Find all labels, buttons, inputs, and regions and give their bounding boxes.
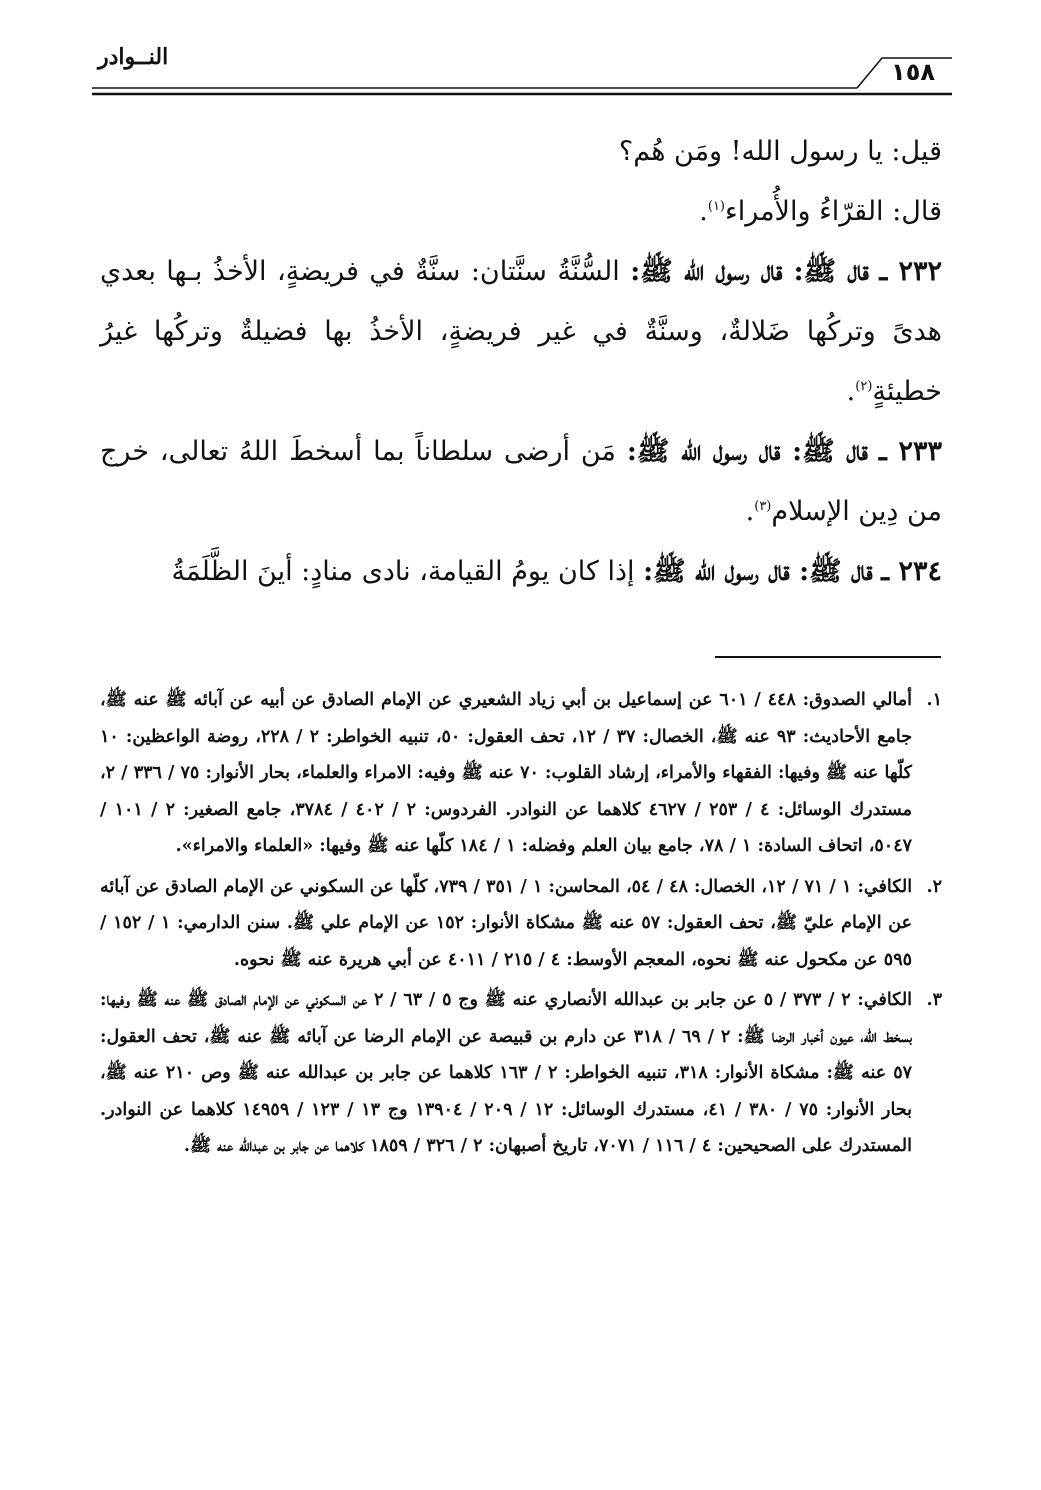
footnotes	[100, 682, 942, 1169]
hadith-text: مَن أرضى سلطاناً بما أسخطَ اللهُ تعالى، خرج من دِين الإسلام	[100, 436, 942, 527]
footnote-text: الكافي: ١ / ٧١ / ١٢، الخصال: ٤٨ / ٥٤، المحاسن: ١ / ٣٥١ / ٧٣٩، كلّها عن السكوني عن الإمام الصادق عن آبائه عن الإمام عليّ ﷺ، تحف العقول: ٥٧ عنه ﷺ مشكاة الأنوار: ١٥٢ عن الإمام علي ﷺ. سنن الدارمي: ١ / ١٥٢ / ٥٩٥ عن مكحول عنه ﷺ نحوه، المعجم الأوسط: ٤ / ٢١٥ / ٤٠١١ عن أبي هريرة عنه ﷺ نحوه.	[100, 876, 913, 970]
footnote-1	[100, 682, 942, 865]
footnote-2	[100, 869, 942, 979]
paragraph-question: قيل: يا رسول الله! ومَن هُم؟	[618, 136, 942, 167]
hadith-232: ٢٣٢ ـ قال ﷺ: قال رسول الله ﷺ: السُّنَّةُ سنَّتان: سنَّةٌ في فريضةٍ، الأخذُ بـها بعدي هدىً وتركُها ضَلالةٌ، وسنَّةٌ في غير فريضةٍ، الأخذُ بها فضيلةٌ وتركُها غيرُ خطيئةٍ$^{(٢)}$.	[100, 256, 943, 407]
hadith-number: ٢٣٢ ـ	[879, 256, 943, 287]
footnote-ref-1: (١)	[707, 199, 725, 214]
page-number: ١٥٨	[891, 58, 935, 86]
hadith-233: ٢٣٣ ـ قال ﷺ: قال رسول الله ﷺ: مَن أرضى سلطاناً بما أسخطَ اللهُ تعالى، خرج من دِين الإسلام$^{(٣)}$.	[100, 436, 942, 527]
hadith-intro: قال ﷺ: قال رسول الله ﷺ:	[630, 256, 869, 287]
footnote-ref-2: (٢)	[855, 379, 873, 394]
hadith-text: السُّنَّةُ سنَّتان: سنَّةٌ في فريضةٍ، الأخذُ بـها بعدي هدىً وتركُها ضَلالةٌ، وسنَّةٌ في غير فريضةٍ، الأخذُ بها فضيلةٌ وتركُها غيرُ خطيئةٍ	[100, 256, 942, 407]
footnote-text: أمالي الصدوق: ٤٤٨ / ٦٠١ عن إسماعيل بن أبي زياد الشعيري عن الإمام الصادق عن أبيه عن آبائه ﷺ عنه ﷺ، جامع الأحاديث: ٩٣ عنه ﷺ، الخصال: ٣٧ / ١٢، تحف العقول: ٥٠، تنبيه الخواطر: ٢ / ٢٢٨، روضة الواعظين: ١٠ كلّها عنه ﷺ وفيها: الفقهاء والأمراء، إرشاد القلوب: ٧٠ عنه ﷺ وفيه: الامراء والعلماء، بحار الأنوار: ٧٥ / ٣٣٦ / ٢، مستدرك الوسائل: ٤ / ٢٥٣ / ٤٦٢٧ كلاهما عن النوادر. الفردوس: ٢ / ٤٠٢ / ٣٧٨٤، جامع الصغير: ٢ / ١٠١ / ٥٠٤٧، اتحاف السادة: ١ / ٧٨، جامع بيان العلم وفضله: ١ / ١٨٤ كلّها عنه ﷺ وفيها: «العلماء والامراء».	[100, 690, 913, 856]
footnote-3	[100, 982, 942, 1165]
paragraph-answer: قال: القرّاءُ والأُمراء$^{(١)}$.	[699, 196, 942, 227]
hadith-234	[100, 542, 942, 602]
running-header	[0, 0, 1041, 110]
header-title: النــوادر	[98, 44, 169, 70]
hadith-intro: قال ﷺ: قال رسول الله ﷺ:	[626, 436, 868, 467]
footnote-ref-3: (٣)	[754, 499, 772, 514]
hadith-number: ٢٣٤ ـ	[881, 556, 942, 587]
header-rule	[92, 52, 952, 98]
footnote-separator	[715, 656, 941, 658]
main-text	[100, 122, 942, 602]
footnote-number: ١.	[926, 690, 942, 710]
hadith-intro: قال ﷺ: قال رسول الله ﷺ:	[643, 556, 873, 587]
footnote-text: الكافي: ٢ / ٣٧٣ / ٥ عن جابر بن عبدالله الأنصاري عنه ﷺ وج ٥ / ٦٣ / ٢ عن السكوني عن الإمام الصادق ﷺ عنه ﷺ وفيها: بسخط الله، عيون أخبار الرضا ﷺ: ٢ / ٦٩ / ٣١٨ عن دارم بن قبيصة عن الإمام الرضا عن آبائه ﷺ عنه ﷺ، تحف العقول: ٥٧ عنه ﷺ: مشكاة الأنوار: ٣١٨، تنبيه الخواطر: ٢ / ١٦٣ كلاهما عن جابر بن عبدالله عنه ﷺ وص ٢١٠ عنه ﷺ، بحار الأنوار: ٧٥ / ٣٨٠ / ٤١، مستدرك الوسائل: ١٢ / ٢٠٩ / ١٣٩٠٤ وج ١٣ / ١٢٣ / ١٤٩٥٩ كلاهما عن النوادر. المستدرك على الصحيحين: ٤ / ١١٦ / ٧٠٧١، تاريخ أصبهان: ٢ / ٣٢٦ / ١٨٥٩ كلاهما عن جابر بن عبدالله عنه ﷺ.	[100, 990, 913, 1156]
hadith-text: إذا كان يومُ القيامة، نادى منادٍ: أينَ الظَّلَمَةُ	[171, 556, 635, 587]
footnote-number: ٢.	[926, 876, 942, 897]
hadith-number: ٢٣٣ ـ	[878, 436, 942, 467]
footnote-number: ٣.	[926, 990, 942, 1010]
